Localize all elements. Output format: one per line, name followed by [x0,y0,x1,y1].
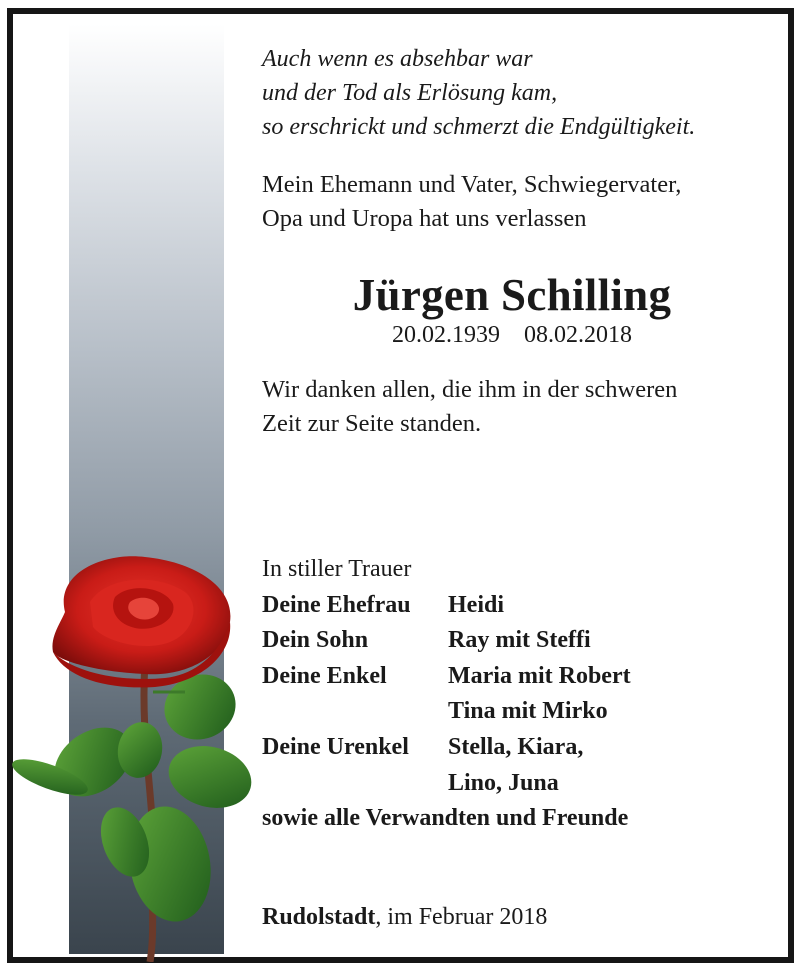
motto-line: und der Tod als Erlösung kam, [262,80,558,106]
mourning-intro: In stiller Trauer [262,556,412,582]
motto [262,42,778,144]
mourner-row [262,623,631,659]
motto-line: Auch wenn es absehbar war [262,46,533,72]
intro-line: Mein Ehemann und Vater, Schwiegervater, [262,171,682,198]
main-text [262,42,778,441]
mourner-row [262,730,631,766]
obituary-frame [7,8,794,963]
place-city: Rudolstadt [262,904,376,930]
thanks-line: Zeit zur Seite standen. [262,410,482,437]
mourner-names: Ray mit Steffi [448,627,591,654]
mourner-names: Stella, Kiara, [448,733,584,760]
relation: Deine Ehefrau [262,591,411,618]
rose-image [5,542,265,962]
relation [262,694,448,730]
mourner-names: Heidi [448,591,505,618]
mourner-row [262,766,631,802]
mourner-names: Tina mit Mirko [448,698,608,725]
place-rest: , im Februar 2018 [375,904,548,930]
life-dates [262,322,762,349]
mourner-row [262,694,631,730]
relation [262,766,448,802]
mourner-names: Maria mit Robert [448,662,631,689]
closing-line [262,801,631,837]
motto-line: so erschrickt und schmerzt die Endgültigkeit. [262,114,696,140]
mourner-row [262,588,631,624]
intro-line: Opa und Uropa hat uns verlassen [262,205,587,232]
relation: Deine Urenkel [262,733,409,760]
deceased-name: Jürgen Schilling [352,270,672,320]
mourner-row [262,659,631,695]
birth-date: 20.02.1939 [392,322,500,348]
thanks-paragraph [262,373,778,441]
mourners-list [262,552,631,837]
thanks-line: Wir danken allen, die ihm in der schweren [262,376,678,403]
place-date [262,904,547,931]
relation: Dein Sohn [262,627,369,654]
mourner-names: Lino, Juna [448,769,559,796]
relation: Deine Enkel [262,662,387,689]
closing-text: sowie alle Verwandten und Freunde [262,805,629,832]
intro-paragraph [262,168,778,236]
death-date: 08.02.2018 [524,322,632,348]
